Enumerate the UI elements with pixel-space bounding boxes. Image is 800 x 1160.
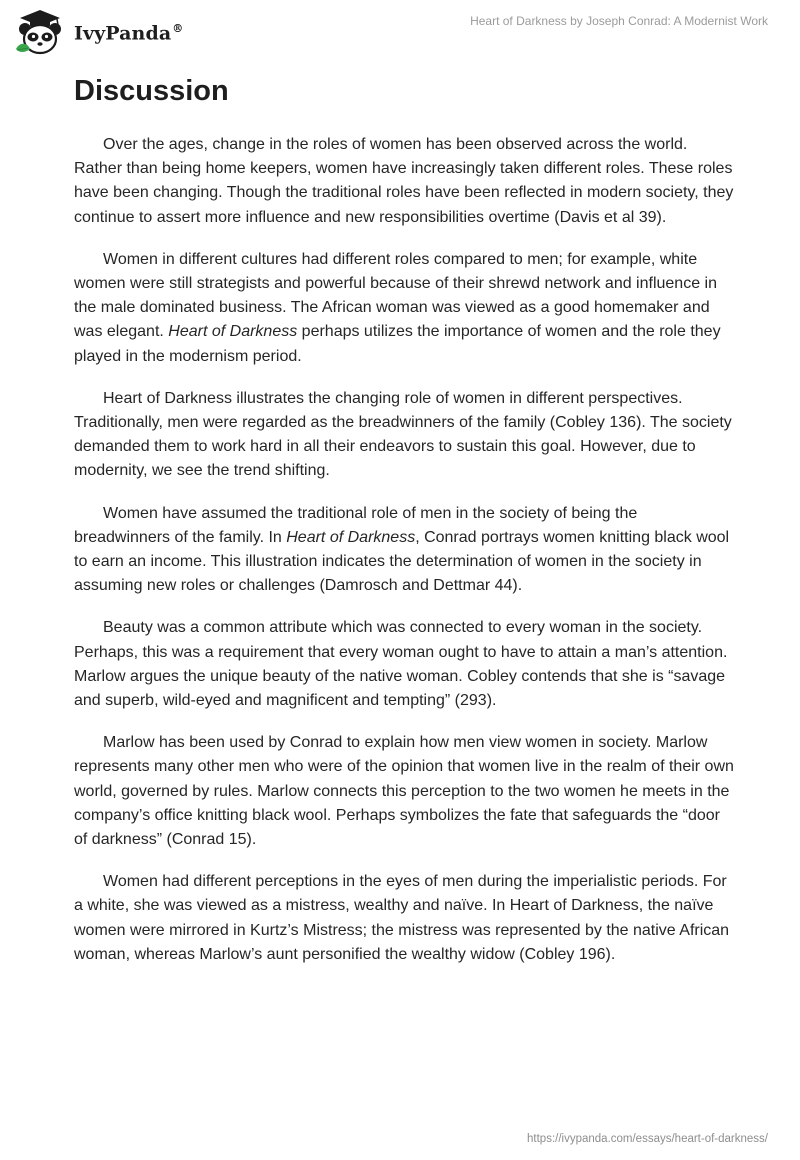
paragraph-6: Marlow has been used by Conrad to explain how men view women in society. Marlow represents many other men who were of the opinion that women live in the realm of their own world, governed by rules. Marlow connects this perception to the two women he meets in the company’s office knitting black wool. Perhaps symbolizes the fate that safeguards the “door of darkness” (Conrad 15). [74, 734, 734, 849]
source-url-link[interactable]: https://ivypanda.com/essays/heart-of-darkness/ [527, 1133, 768, 1145]
paragraph-1: Over the ages, change in the roles of women has been observed across the world. Rather than being home keepers, women have increasingly taken different roles. These roles have been changing. Though the traditional roles have been reflected in modern society, they continue to assert more influence and new responsibilities overtime (Davis et al 39). [74, 136, 734, 226]
paragraph-4: Women have assumed the traditional role of men in the society of being the breadwinners of the family. In Heart of Darkness, Conrad portrays women knitting black wool to earn an income. This illustration indicates the determination of women in the society in assuming new roles or challenges (Damrosch and Dettmar 44). [74, 504, 730, 595]
page-header [0, 0, 800, 64]
paragraph-3: Heart of Darkness illustrates the changing role of women in different perspectives. Traditionally, men were regarded as the breadwinners of the family (Cobley 136). The society demanded them to work hard in all their endeavors to sustain this goal. However, due to modernity, we see the trend shifting. [74, 389, 732, 480]
paragraph-5: Beauty was a common attribute which was connected to every woman in the society. Perhaps, this was a requirement that every woman ought to have to attain a man’s attention. Marlow argues the unique beauty of the native woman. Cobley contends that she is “savage and superb, wild-eyed and magnificent and tempting” (293). [74, 619, 728, 710]
paragraph-7: Women had different perceptions in the eyes of men during the imperialistic periods. For a white, she was viewed as a mistress, wealthy and naïve. In Heart of Darkness, the naïve women were mirrored in Kurtz’s Mistress; the mistress was represented by the native African woman, whereas Marlow’s aunt personified the wealthy widow (Cobley 196). [74, 873, 730, 963]
book-title-italic: Heart of Darkness [286, 528, 416, 546]
section-heading: Discussion [74, 75, 229, 107]
registered-mark: ® [172, 22, 184, 36]
document-title: Heart of Darkness by Joseph Conrad: A Modernist Work [470, 14, 768, 28]
brand-name: IvyPanda® [74, 22, 184, 45]
panda-graduate-icon [14, 9, 66, 55]
book-title-italic: Heart of Darkness [168, 323, 298, 341]
essay-body [74, 133, 734, 985]
brand-logo[interactable] [14, 9, 183, 55]
paragraph-2: Women in different cultures had different roles compared to men; for example, white women were still strategists and powerful because of their shrewd network and influence in the male dominated business. The African woman was viewed as a good homemaker and was elegant. Heart of Darkness perhaps utilizes the importance of women and the role they played in the modernism period. [74, 250, 721, 365]
